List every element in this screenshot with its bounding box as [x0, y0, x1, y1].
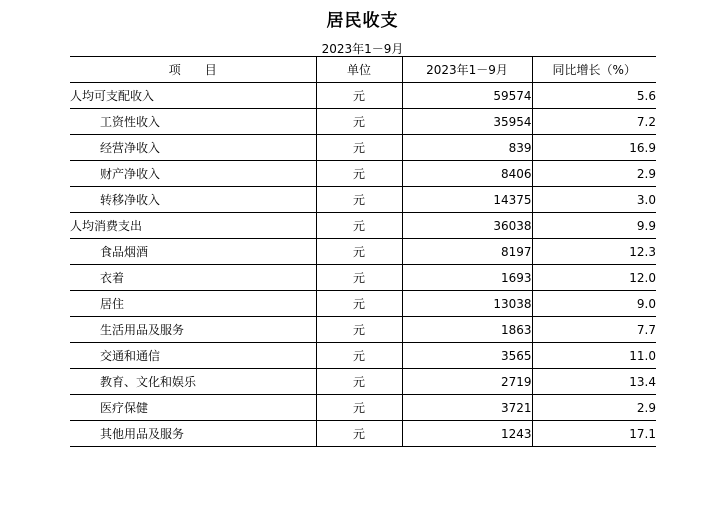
table-row — [70, 161, 656, 187]
row-growth: 11.0 — [532, 343, 656, 369]
row-value: 13038 — [402, 291, 532, 317]
row-unit: 元 — [316, 135, 402, 161]
row-growth: 13.4 — [532, 369, 656, 395]
header-value: 2023年1－9月 — [402, 57, 532, 83]
table-row — [70, 213, 656, 239]
row-growth: 2.9 — [532, 161, 656, 187]
row-item-label: 财产净收入 — [70, 161, 316, 187]
header-item: 项 目 — [70, 57, 316, 83]
table-row — [70, 265, 656, 291]
row-item-label: 医疗保健 — [70, 395, 316, 421]
row-item-label: 食品烟酒 — [70, 239, 316, 265]
row-item-label: 人均可支配收入 — [70, 83, 316, 109]
row-unit: 元 — [316, 83, 402, 109]
header-growth: 同比增长（%） — [532, 57, 656, 83]
row-item-label: 衣着 — [70, 265, 316, 291]
period-subtitle: 2023年1－9月 — [321, 42, 404, 56]
row-growth: 12.0 — [532, 265, 656, 291]
row-item-label: 人均消费支出 — [70, 213, 316, 239]
table-row — [70, 395, 656, 421]
table-row — [70, 187, 656, 213]
table-row — [70, 239, 656, 265]
row-value: 3565 — [402, 343, 532, 369]
row-item-label: 经营净收入 — [70, 135, 316, 161]
row-unit: 元 — [316, 109, 402, 135]
row-unit: 元 — [316, 343, 402, 369]
page-title: 居民收支 — [326, 11, 399, 31]
table-row — [70, 369, 656, 395]
row-item-label: 居住 — [70, 291, 316, 317]
row-item-label: 生活用品及服务 — [70, 317, 316, 343]
row-unit: 元 — [316, 369, 402, 395]
table-row — [70, 343, 656, 369]
row-value: 839 — [402, 135, 532, 161]
row-value: 1693 — [402, 265, 532, 291]
row-growth: 9.0 — [532, 291, 656, 317]
row-unit: 元 — [316, 265, 402, 291]
row-unit: 元 — [316, 291, 402, 317]
row-value: 35954 — [402, 109, 532, 135]
row-unit: 元 — [316, 239, 402, 265]
row-growth: 7.2 — [532, 109, 656, 135]
table-row — [70, 421, 656, 447]
row-unit: 元 — [316, 187, 402, 213]
row-unit: 元 — [316, 395, 402, 421]
row-growth: 12.3 — [532, 239, 656, 265]
row-growth: 3.0 — [532, 187, 656, 213]
row-unit: 元 — [316, 161, 402, 187]
row-growth: 16.9 — [532, 135, 656, 161]
row-item-label: 工资性收入 — [70, 109, 316, 135]
row-unit: 元 — [316, 213, 402, 239]
row-item-label: 教育、文化和娱乐 — [70, 369, 316, 395]
row-item-label: 交通和通信 — [70, 343, 316, 369]
row-growth: 5.6 — [532, 83, 656, 109]
row-growth: 7.7 — [532, 317, 656, 343]
row-unit: 元 — [316, 421, 402, 447]
row-unit: 元 — [316, 317, 402, 343]
income-expenditure-table — [70, 56, 656, 447]
header-unit: 单位 — [316, 57, 402, 83]
row-value: 59574 — [402, 83, 532, 109]
table-row — [70, 83, 656, 109]
row-growth: 9.9 — [532, 213, 656, 239]
row-item-label: 转移净收入 — [70, 187, 316, 213]
table-row — [70, 135, 656, 161]
row-value: 1863 — [402, 317, 532, 343]
row-growth: 17.1 — [532, 421, 656, 447]
row-value: 8406 — [402, 161, 532, 187]
row-value: 3721 — [402, 395, 532, 421]
table-row — [70, 317, 656, 343]
row-value: 36038 — [402, 213, 532, 239]
table-row — [70, 291, 656, 317]
table-header-row — [70, 57, 656, 83]
table-row — [70, 109, 656, 135]
row-value: 2719 — [402, 369, 532, 395]
row-value: 8197 — [402, 239, 532, 265]
row-growth: 2.9 — [532, 395, 656, 421]
row-value: 14375 — [402, 187, 532, 213]
row-value: 1243 — [402, 421, 532, 447]
row-item-label: 其他用品及服务 — [70, 421, 316, 447]
table-body — [70, 83, 656, 447]
